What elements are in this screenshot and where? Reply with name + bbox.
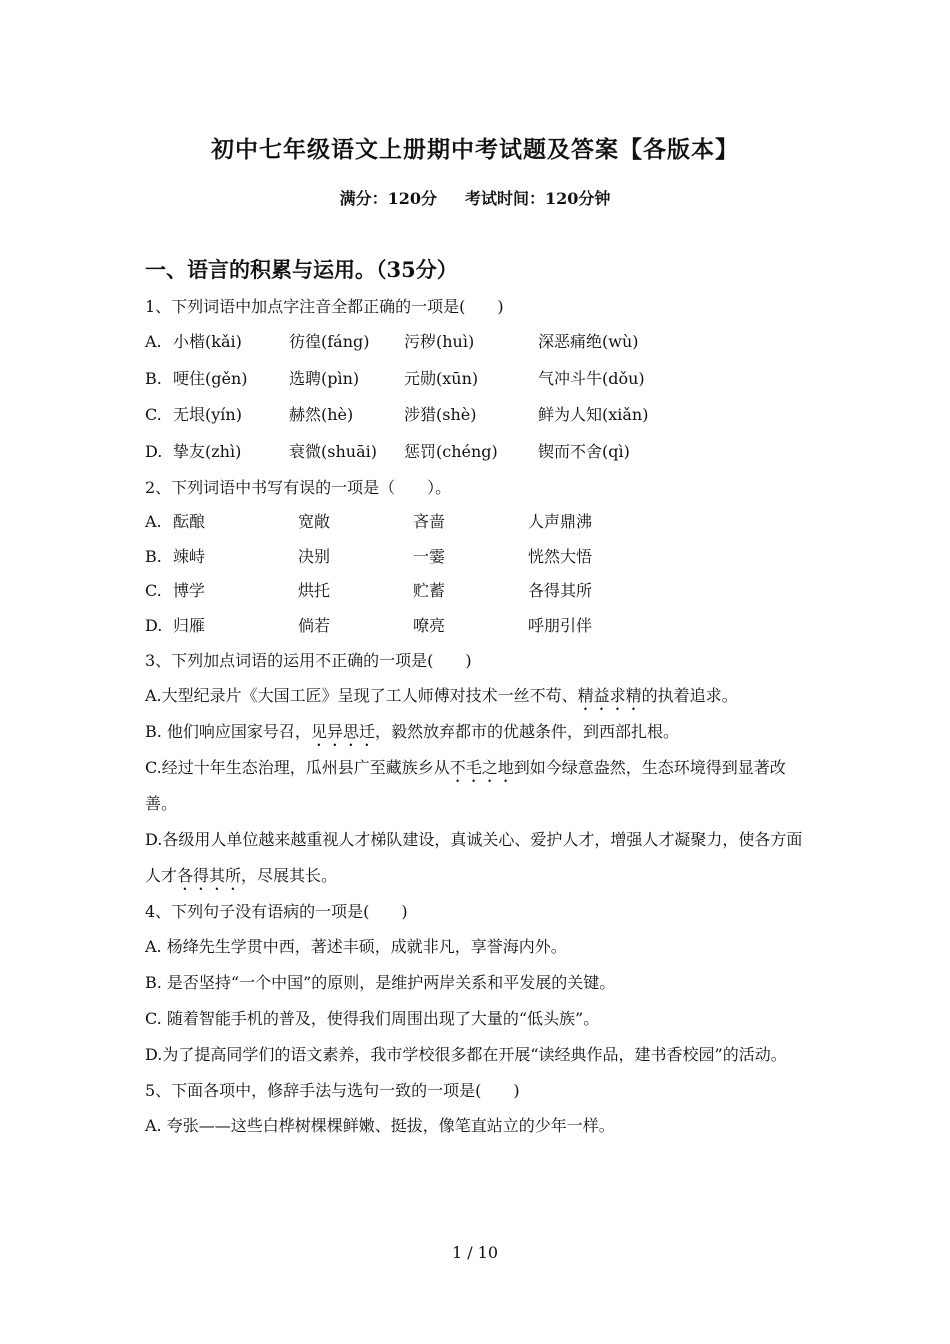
- question-1-stem: 1、下列词语中加点字注音全都正确的一项是( ): [145, 297, 504, 316]
- question-body: [145, 289, 810, 1144]
- q4-option-a: A. 杨绛先生学贯中西，著述丰硕，成就非凡，享誉海内外。: [145, 937, 567, 956]
- q4-option-d: D.为了提高同学们的语文素养，我市学校很多都在开展“读经典作品，建书香校园”的活动。: [145, 1045, 787, 1064]
- emphasized-phrase: 精益求精: [577, 686, 642, 705]
- q2-option-b: B. 竦峙 决别 一霎 恍然大悟: [145, 546, 593, 566]
- page-title: 初中七年级语文上册期中考试题及答案【各版本】: [211, 136, 739, 163]
- q1-option-b: B. 哽住(gěn) 选聘(pìn) 元勋(xūn) 气冲斗牛(dǒu): [145, 368, 645, 388]
- question-4-stem: 4、下列句子没有语病的一项是( ): [145, 902, 408, 921]
- emphasized-phrase: 见异思迁: [310, 722, 375, 741]
- q2-option-a: A. 酝酿 宽敞 吝啬 人声鼎沸: [145, 512, 593, 531]
- q3-option-d: D.各级用人单位越来越重视人才梯队建设，真诚关心、爱护人才，增强人才凝聚力，使各方面人才各得其所，尽展其长。: [145, 830, 803, 885]
- exam-time: 考试时间：120分钟: [465, 189, 611, 208]
- q4-option-c: C. 随着智能手机的普及，使得我们周围出现了大量的“低头族”。: [145, 1009, 600, 1028]
- full-score: 满分：120分: [339, 189, 437, 208]
- page-number: 1 / 10: [451, 1243, 499, 1262]
- q5-option-a: A. 夸张——这些白桦树棵棵鲜嫩、挺拔，像笔直站立的少年一样。: [145, 1116, 615, 1135]
- section-heading: 一、语言的积累与运用。（35分）: [145, 257, 458, 282]
- q4-option-b: B. 是否坚持“一个中国”的原则，是维护两岸关系和平发展的关键。: [145, 973, 616, 992]
- emphasized-phrase: 各得其所: [177, 866, 242, 885]
- emphasized-phrase: 不毛之地: [449, 758, 514, 777]
- q1-option-a: A. 小楷(kǎi) 彷徨(fáng) 污秽(huì) 深恶痛绝(wù): [145, 332, 639, 351]
- exam-info: [0, 186, 950, 209]
- q1-option-d: D. 挚友(zhì) 衰微(shuāi) 惩罚(chéng) 锲而不舍(qì): [145, 441, 630, 461]
- q2-option-d: D. 归雁 倘若 嘹亮 呼朋引伴: [145, 615, 593, 635]
- q1-option-c: C. 无垠(yín) 赫然(hè) 涉猎(shè) 鲜为人知(xiǎn): [145, 405, 649, 424]
- q3-option-b: B. 他们响应国家号召，见异思迁，毅然放弃都市的优越条件，到西部扎根。: [145, 722, 679, 741]
- question-2-stem: 2、下列词语中书写有误的一项是（ ）。: [145, 478, 452, 497]
- q3-option-a: A.大型纪录片《大国工匠》呈现了工人师傅对技术一丝不苟、精益求精的执着追求。: [145, 686, 738, 705]
- question-5-stem: 5、下面各项中，修辞手法与选句一致的一项是( ): [145, 1081, 520, 1100]
- q2-option-c: C. 博学 烘托 贮蓄 各得其所: [145, 581, 593, 600]
- q3-option-c: C.经过十年生态治理，瓜州县广至藏族乡从不毛之地到如今绿意盎然，生态环境得到显著改善。: [145, 758, 786, 813]
- question-3-stem: 3、下列加点词语的运用不正确的一项是( ): [145, 651, 472, 670]
